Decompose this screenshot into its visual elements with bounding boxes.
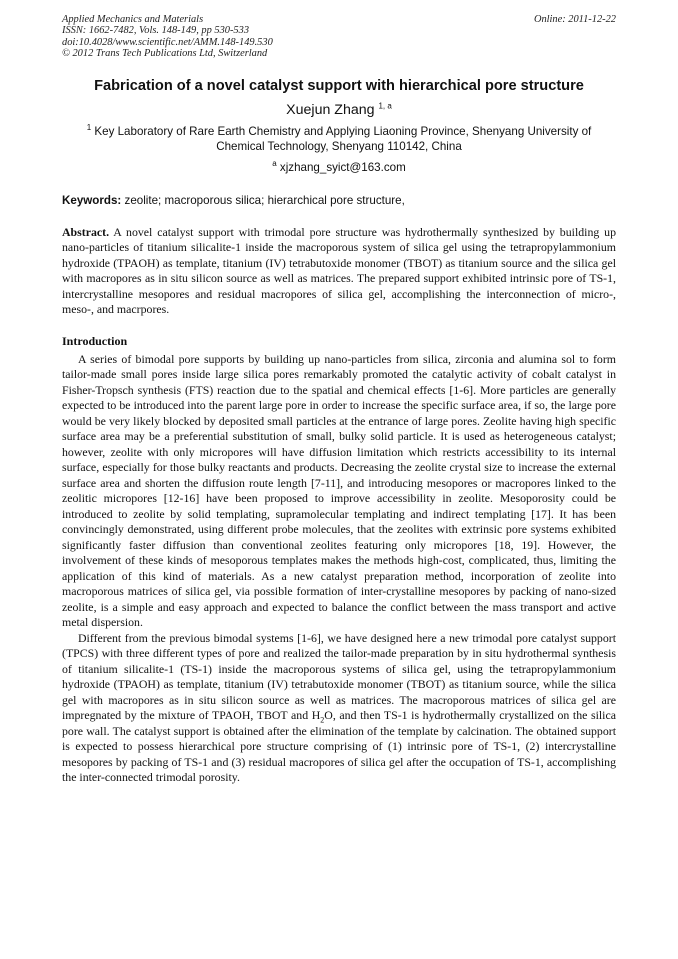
water-subscript: 2 <box>320 715 325 725</box>
online-date: Online: 2011-12-22 <box>533 14 616 25</box>
keywords <box>62 193 616 208</box>
copyright-line: © 2012 Trans Tech Publications Ltd, Switzerland <box>62 48 268 60</box>
doi-line: doi:10.4028/www.scientific.net/AMM.148-149.530 <box>62 36 273 48</box>
author-line <box>62 101 616 119</box>
journal-header <box>62 14 616 60</box>
paper-page <box>62 14 616 786</box>
introduction-heading: Introduction <box>62 333 128 348</box>
affiliation-text: Key Laboratory of Rare Earth Chemistry and Applying Liaoning Province, Shenyang University of Chemical Technology, Shenyang 110142, China <box>94 124 592 154</box>
abstract <box>62 225 616 318</box>
email-mark: a <box>272 158 277 168</box>
abstract-label: Abstract. <box>62 224 110 239</box>
intro-paragraph-2 <box>62 631 616 786</box>
journal-name: Applied Mechanics and Materials <box>62 14 204 25</box>
email-line <box>62 160 616 175</box>
intro-paragraph-2-part-1: Different from the previous bimodal systems [1-6], we have designed here a new trimodal pore catalyst support (TPCS) with three different types of pore and realized the tailor-made preparation by in situ hydrothermal synthesis of titanium silicalite-1 (TS-1) inside the macroporous systems of silica gel, using the tetrapropylammonium hydroxide (TPAOH) as template, titanium (IV) tetrabutoxide monomer (TBOT) as titanium source, while the silica gel with macropores as in situ silicon source as well as matrices. The macroporous matrices of silica gel are impregnated by the mixture of TPAOH, TBOT and H <box>62 630 616 723</box>
affiliation <box>62 124 616 155</box>
affiliation-mark: 1 <box>86 122 92 132</box>
intro-paragraph-1: A series of bimodal pore supports by building up nano-particles from silica, zirconia and alumina sol to form tailor-made small pores inside large silica pores remarkably promoted the catalytic activity of cobalt catalyst in Fisher-Tropsch synthesis (FTS) reaction due to the spatial and chemical effects [1-6]. More particles are generally expected to be introduced into the parent large pore in order to increase the specific surface area, if so, the large pore would be very likely blocked by deposited small particles at the entrance of large pores. Zeolite having high specific surface area may be a preferential substitution of small, bulky solid particle. It is used as heterogeneous catalyst; however, zeolite with only micropores will have diffusion limitation which restricts accessibility to its internal surface, especially for those bulky reactants and products. Decreasing the zeolite crystal size to increase the external surface area and shorten the diffusion route length [7-11], and introducing mesopores or macropores linked to the zeolitic micropores [12-16] have been proposed to improve accessibility in zeolite. Mesoporosity could be introduced to zeolite by solid templating, supramolecular templating and indirect templating [17]. It has been convincingly demonstrated, using different probe molecules, that the zeolites with extrinsic pore systems exhibited significantly faster diffusion than conventional zeolites featuring only micropores [18, 19]. However, the involvement of these kinds of mesoporous templates makes the methods high-cost, complicated, thus, limiting the application of this kind of materials. As a new catalyst preparation method, incorporation of zeolite into macroporous matrices of silica gel, via possible formation of inter-crystalline mesopores by packing of nano-sized zeolite, is a simple and easy approach and expected to balance the conflict between the mass transport and active metal dispersion. <box>62 351 616 630</box>
intro-paragraph-2-part-2: O, and then TS-1 is hydrothermally crystallized on the silica pore wall. The catalyst support is obtained after the elimination of the template by calcination. The obtained support is expected to possess hierarchical pore structure comprising of (1) intrinsic pore of TS-1, (2) intercrystalline mesopores by packing of TS-1 and (3) residual macropores of silica gel after the occupation of TS-1, accomplishing the inter-connected trimodal porosity. <box>62 708 616 785</box>
email-address: xjzhang_syict@163.com <box>279 160 406 174</box>
issn-line: ISSN: 1662-7482, Vols. 148-149, pp 530-533 <box>62 25 250 37</box>
introduction-body <box>62 352 616 786</box>
keywords-text: zeolite; macroporous silica; hierarchical pore structure, <box>124 193 405 207</box>
author-affiliation-marks: 1, a <box>378 100 392 110</box>
abstract-text: A novel catalyst support with trimodal pore structure was hydrothermally synthesized by building up nano-particles of titanium silicalite-1 inside the macroporous system of silica gel using the tetrapropylammonium hydroxide (TPAOH) as template, titanium (IV) tetrabutoxide monomer (TBOT) as titanium source and the silica gel with macropores as in situ silicon source as well as matrices. The prepared support exhibited intrinsic pore of TS-1, intercrystalline mesopores and residual macropores of silica gel, accomplishing the interconnection of micro-, meso-, and macrpores. <box>62 224 616 317</box>
keywords-label: Keywords: <box>62 193 122 207</box>
paper-title: Fabrication of a novel catalyst support with hierarchical pore structure <box>94 77 584 94</box>
author-name: Xuejun Zhang <box>286 101 375 118</box>
